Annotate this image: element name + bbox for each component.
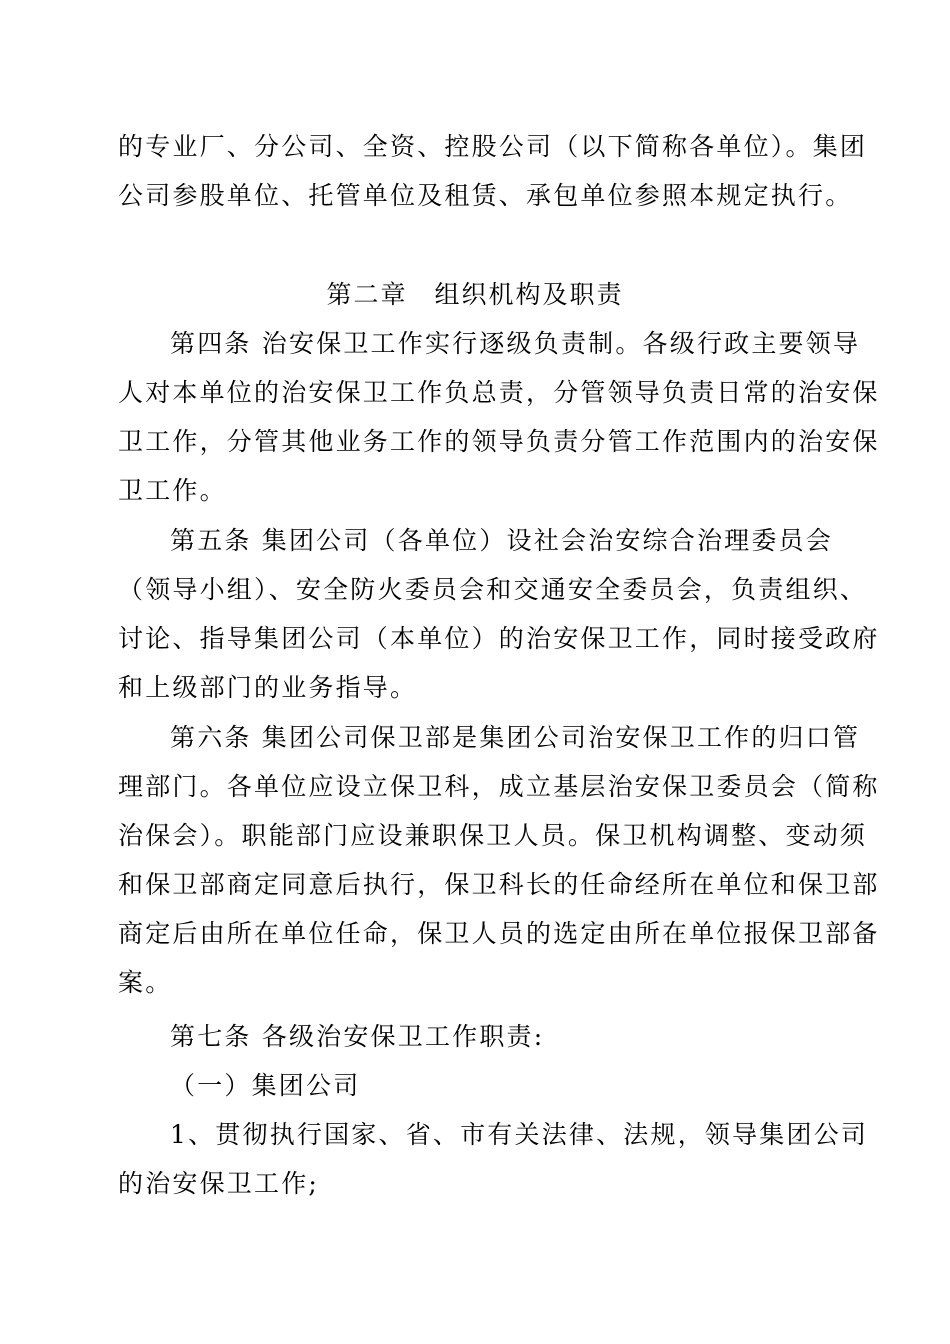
article-7-line: 第七条 各级治安保卫工作职责: bbox=[170, 1022, 545, 1051]
paragraph-line: 人对本单位的治安保卫工作负总责，分管领导负责日常的治安保 bbox=[118, 378, 880, 407]
paragraph-line: 案。 bbox=[118, 968, 173, 997]
paragraph-line: 的专业厂、分公司、全资、控股公司（以下简称各单位）。集团 bbox=[118, 132, 868, 161]
article-4-line: 第四条 治安保卫工作实行逐级负责制。各级行政主要领导 bbox=[170, 329, 861, 358]
chapter-heading: 第二章 组织机构及职责 bbox=[326, 280, 624, 309]
paragraph-line: （领导小组）、安全防火委员会和交通安全委员会，负责组织、 bbox=[118, 575, 868, 604]
paragraph-line: 公司参股单位、托管单位及租赁、承包单位参照本规定执行。 bbox=[118, 181, 853, 210]
paragraph-line: 商定后由所在单位任命，保卫人员的选定由所在单位报保卫部备 bbox=[118, 919, 880, 948]
article-5-line: 第五条 集团公司（各单位）设社会治安综合治理委员会 bbox=[170, 526, 833, 555]
paragraph-line: 卫工作。 bbox=[118, 476, 227, 505]
paragraph-line: 的治安保卫工作; bbox=[118, 1169, 320, 1198]
paragraph-line: 和上级部门的业务指导。 bbox=[118, 673, 418, 702]
paragraph-line: 讨论、指导集团公司（本单位）的治安保卫工作，同时接受政府 bbox=[118, 624, 880, 653]
paragraph-line: 理部门。各单位应设立保卫科，成立基层治安保卫委员会（简称 bbox=[118, 772, 880, 801]
paragraph-line: 卫工作，分管其他业务工作的领导负责分管工作范围内的治安保 bbox=[118, 427, 880, 456]
paragraph-line: 和保卫部商定同意后执行，保卫科长的任命经所在单位和保卫部 bbox=[118, 870, 880, 899]
paragraph-line: 治保会）。职能部门应设兼职保卫人员。保卫机构调整、变动须 bbox=[118, 821, 868, 850]
article-6-line: 第六条 集团公司保卫部是集团公司治安保卫工作的归口管 bbox=[170, 723, 861, 752]
section-heading: （一）集团公司 bbox=[170, 1071, 361, 1100]
list-item-line: 1、贯彻执行国家、省、市有关法律、法规，领导集团公司 bbox=[170, 1120, 869, 1149]
